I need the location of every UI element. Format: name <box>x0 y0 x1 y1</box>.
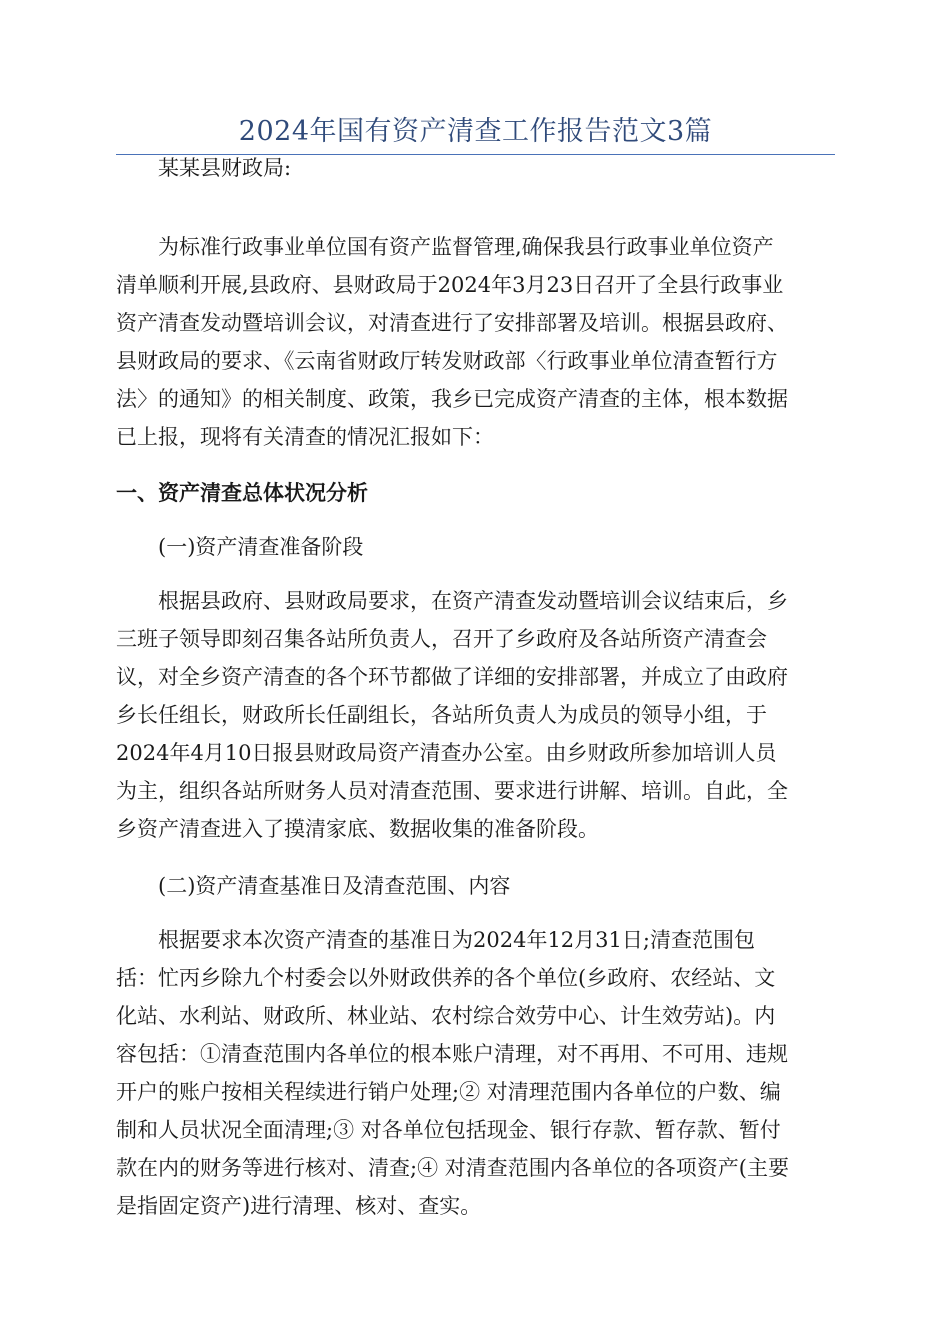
intro-paragraph: 为标准行政事业单位国有资产监督管理,确保我县行政事业单位资产 清单顺利开展,县政府、县财政局于2024年3月23日召开了全县行政事业 资产清查发动暨培训会议，对清查进行了安排部署及培训。根据县政府、 县财政局的要求、《云南省财政厅转发财政部〈行政事业单位清查暂行方 法〉的通知》的相关制度、政策，我乡已完成资产清查的主体，根本数据 已上报，现将有关清查的情况汇报如下： <box>116 235 788 449</box>
subsection-1-heading: (一)资产清查准备阶段 <box>158 535 364 559</box>
section-1-heading: 一、资产清查总体状况分析 <box>116 481 368 505</box>
salutation: 某某县财政局: <box>158 156 292 180</box>
subsection-2-body: 根据要求本次资产清查的基准日为2024年12月31日;清查范围包 括：忙丙乡除九个村委会以外财政供养的各个单位(乡政府、农经站、文 化站、水利站、财政所、林业站、农村综合效劳中心、计生效劳站)。内 容包括：①清查范围内各单位的根本账户清理，对不再用、不可用、违规 开户的账户按相关程续进行销户处理;② 对清理范围内各单位的户数、编 制和人员状况全面清理;③ 对各单位包括现金、银行存款、暂存款、暂付 款在内的财务等进行核对、清查;④ 对清查范围内各单位的各项资产(主要 是指固定资产)进行清理、核对、查实。 <box>116 928 789 1218</box>
subsection-1-body: 根据县政府、县财政局要求，在资产清查发动暨培训会议结束后，乡 三班子领导即刻召集各站所负责人，召开了乡政府及各站所资产清查会 议，对全乡资产清查的各个环节都做了详细的安排部署，并成立了由政府 乡长任组长，财政所长任副组长，各站所负责人为成员的领导小组，于 2024年4月10日报县财政局资产清查办公室。由乡财政所参加培训人员 为主，组织各站所财务人员对清查范围、要求进行讲解、培训。自此，全 乡资产清查进入了摸清家底、数据收集的准备阶段。 <box>116 589 788 841</box>
document-title: 2024年国有资产清查工作报告范文3篇 <box>238 116 713 147</box>
subsection-2-heading: (二)资产清查基准日及清查范围、内容 <box>158 874 511 898</box>
